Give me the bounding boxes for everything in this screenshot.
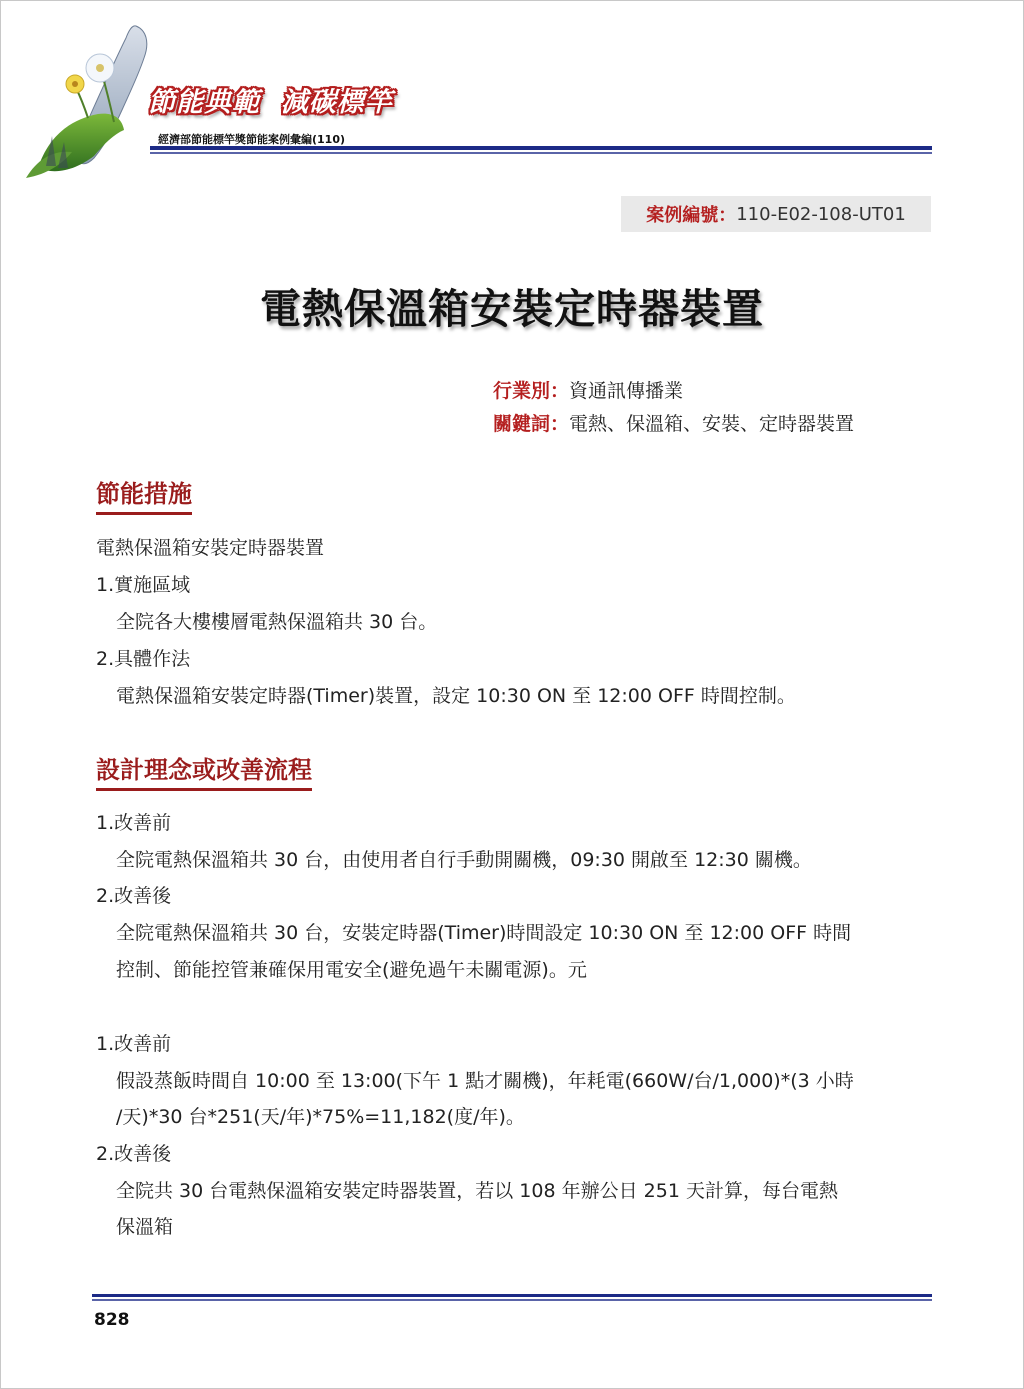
industry-label: 行業別：	[493, 380, 570, 402]
footer-rule-thin	[92, 1299, 932, 1301]
industry-line	[493, 376, 683, 403]
list-item-label: 1.實施區域	[96, 574, 191, 596]
list-item-label: 2.具體作法	[96, 648, 191, 670]
case-id-value: 110-E02-108-UT01	[736, 203, 906, 225]
header-rule	[150, 146, 932, 150]
paragraph-line: 全院電熱保溫箱共 30 台，安裝定時器(Timer)時間設定 10:30 ON 至 12:00 OFF 時間	[116, 922, 852, 944]
keywords-line	[493, 409, 854, 436]
brand-subtitle: 經濟部節能標竿獎節能案例彙編(110)	[158, 133, 346, 146]
paragraph-line: 全院電熱保溫箱共 30 台，由使用者自行手動開關機，09:30 開啟至 12:30 關機。	[116, 849, 812, 871]
section-heading-measures: 節能措施	[96, 474, 192, 515]
list-item-label: 2.改善後	[96, 1143, 172, 1165]
paragraph-line: 控制、節能控管兼確保用電安全(避免過午未關電源)。元	[116, 959, 587, 981]
keywords-value: 電熱、保溫箱、安裝、定時器裝置	[569, 413, 855, 435]
paragraph-line: 保溫箱	[116, 1216, 174, 1238]
page-number: 828	[94, 1310, 130, 1330]
paragraph-line: 電熱保溫箱安裝定時器(Timer)裝置，設定 10:30 ON 至 12:00 OFF 時間控制。	[116, 685, 796, 707]
list-item-label: 1.改善前	[96, 1033, 172, 1055]
section-heading-design: 設計理念或改善流程	[96, 750, 312, 791]
list-item-label: 2.改善後	[96, 885, 172, 907]
list-item-label: 1.改善前	[96, 812, 172, 834]
paragraph-line: 全院共 30 台電熱保溫箱安裝定時器裝置，若以 108 年辦公日 251 天計算，每台電熱	[116, 1180, 838, 1202]
paragraph-line: 假設蒸飯時間自 10:00 至 13:00(下午 1 點才關機)，年耗電(660W/台/1,000)*(3 小時	[116, 1070, 854, 1092]
keywords-label: 關鍵詞：	[493, 413, 570, 435]
footer-rule	[92, 1294, 932, 1297]
case-id-box	[621, 196, 931, 232]
paragraph-line: 全院各大樓樓層電熱保溫箱共 30 台。	[116, 611, 438, 633]
industry-value: 資通訊傳播業	[569, 380, 684, 402]
paragraph-line: /天)*30 台*251(天/年)*75%=11,182(度/年)。	[116, 1106, 525, 1128]
paragraph-line: 電熱保溫箱安裝定時器裝置	[96, 537, 325, 559]
document-title: 電熱保溫箱安裝定時器裝置	[260, 285, 764, 333]
brand-title: 節能典範 減碳標竿	[148, 87, 393, 118]
header-rule-thin	[150, 152, 932, 154]
case-id-label: 案例編號：	[646, 205, 737, 226]
taiwan-map-dandelion-logo-icon	[18, 18, 168, 188]
